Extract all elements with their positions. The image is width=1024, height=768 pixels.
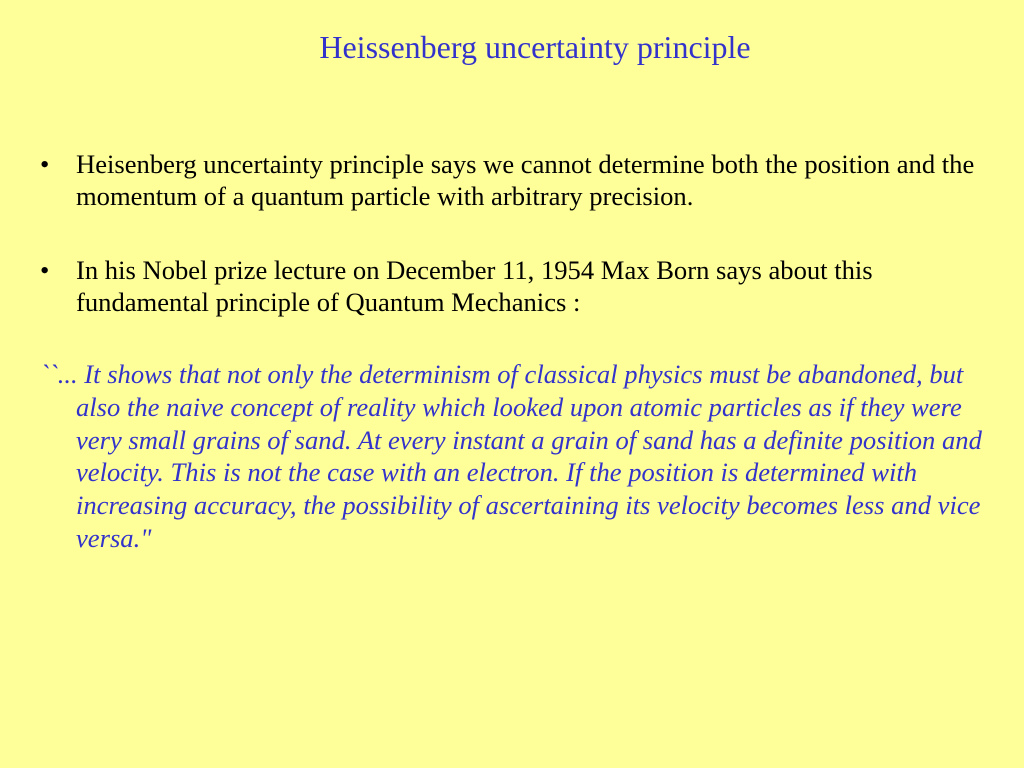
born-quote: ``... It shows that not only the determinism of classical physics must be abandoned, but also the naive concept of reality which looked upon atomic particles as if they were very small grains of sand. At every instant a grain of sand has a definite position and velocity. This is not the case with an electron. If the position is determined with increasing accuracy, the possibility of ascertaining its velocity becomes less and vice versa." (40, 359, 982, 553)
bullet-text: In his Nobel prize lecture on December 11, 1954 Max Born says about this fundamental principle of Quantum Mechanics : (76, 255, 873, 317)
bullet-text: Heisenberg uncertainty principle says we cannot determine both the position and the momentum of a quantum particle with arbitrary precision. (76, 149, 975, 211)
slide-content (40, 148, 1000, 555)
bullet-item (40, 148, 1000, 212)
bullet-item (40, 254, 1000, 318)
bullet-marker: • (40, 255, 50, 285)
slide-title: Heissenberg uncertainty principle (319, 29, 751, 65)
bullet-marker: • (40, 149, 50, 179)
